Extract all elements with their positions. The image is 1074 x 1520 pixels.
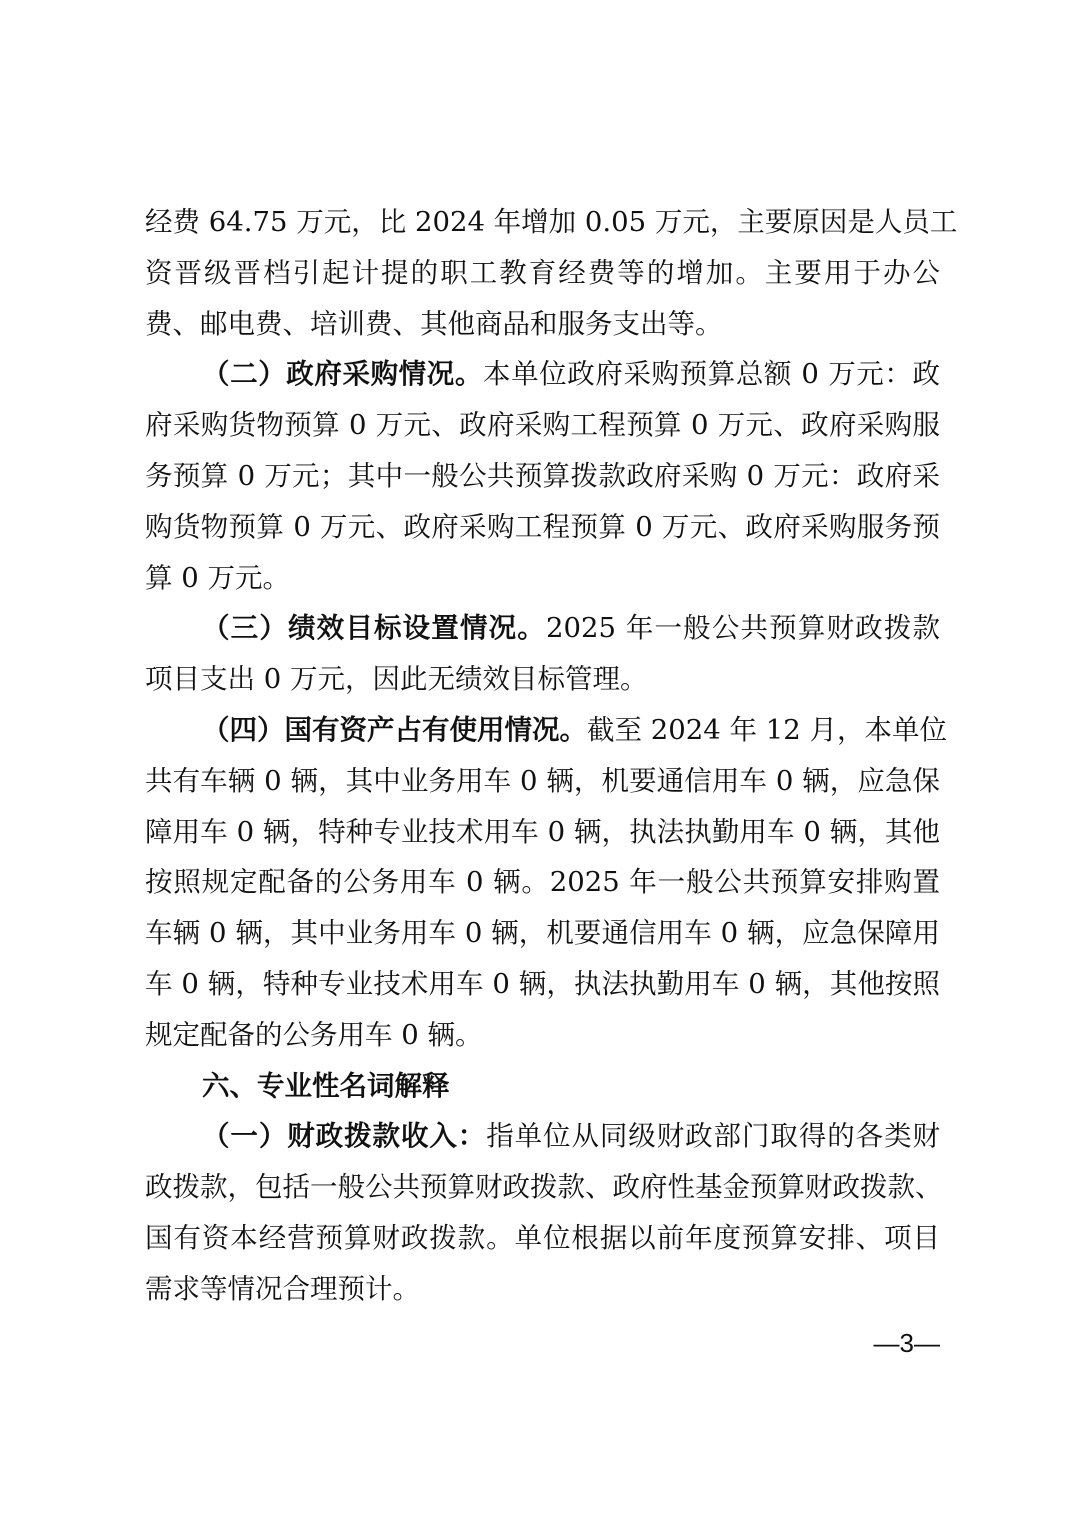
subsection-title: （二）政府采购情况。 (202, 358, 483, 391)
line-text: 需求等情况合理预计。 (145, 1272, 420, 1305)
text-line (145, 705, 947, 756)
page-number: —3— (873, 1328, 940, 1358)
subsection-title: （一）财政拨款收入： (202, 1120, 487, 1153)
text-line (145, 654, 940, 705)
line-text: 务预算 0 万元；其中一般公共预算拨款政府采购 0 万元：政府采 (145, 459, 940, 492)
subsection-title: （三）绩效目标设置情况。 (202, 612, 546, 645)
text-line (145, 1111, 940, 1162)
text-line (145, 1213, 940, 1264)
text-line (145, 908, 940, 959)
line-text: 费、邮电费、培训费、其他商品和服务支出等。 (145, 307, 723, 340)
text-line (145, 451, 940, 502)
line-text: 项目支出 0 万元，因此无绩效目标管理。 (145, 663, 648, 696)
line-text: 共有车辆 0 辆，其中业务用车 0 辆，机要通信用车 0 辆，应急保 (145, 764, 940, 797)
line-text: 算 0 万元。 (145, 561, 290, 594)
text-line (145, 959, 940, 1010)
line-text: 本单位政府采购预算总额 0 万元：政 (482, 358, 940, 391)
text-line (145, 857, 940, 908)
line-text: 政拨款，包括一般公共预算财政拨款、政府性基金预算财政拨款、 (145, 1171, 943, 1204)
line-text: 国有资本经营预算财政拨款。单位根据以前年度预算安排、项目 (145, 1221, 940, 1254)
line-text: 车 0 辆，特种专业技术用车 0 辆，执法执勤用车 0 辆，其他按照 (145, 967, 940, 1000)
text-line (145, 349, 940, 400)
line-text: 障用车 0 辆，特种专业技术用车 0 辆，执法执勤用车 0 辆，其他 (145, 815, 940, 848)
text-line (145, 248, 940, 299)
text-line (145, 299, 940, 350)
section-heading (145, 1061, 940, 1112)
line-text: 按照规定配备的公务用车 0 辆。2025 年一般公共预算安排购置 (145, 866, 940, 899)
text-line (145, 1162, 943, 1213)
line-text: 车辆 0 辆，其中业务用车 0 辆，机要通信用车 0 辆，应急保障用 (145, 917, 940, 950)
subsection-title: （四）国有资产占有使用情况。 (202, 713, 587, 746)
text-line (145, 502, 940, 553)
text-line (145, 1264, 940, 1315)
line-text: 府采购货物预算 0 万元、政府采购工程预算 0 万元、政府采购服 (145, 409, 940, 442)
document-body (145, 197, 958, 1315)
text-line (145, 756, 940, 807)
text-line (145, 400, 940, 451)
line-text: 经费 64.75 万元，比 2024 年增加 0.05 万元，主要原因是人员工 (145, 206, 958, 238)
line-text: 六、专业性名词解释 (202, 1069, 450, 1102)
text-line (145, 553, 940, 604)
line-text: 指单位从同级财政部门取得的各类财 (486, 1120, 941, 1153)
line-text: 截至 2024 年 12 月，本单位 (587, 713, 947, 746)
line-text: 2025 年一般公共预算财政拨款 (545, 612, 940, 645)
text-line (145, 197, 958, 248)
line-text: 资晋级晋档引起计提的职工教育经费等的增加。主要用于办公 (145, 256, 940, 289)
text-line (145, 807, 940, 858)
line-text: 规定配备的公务用车 0 辆。 (145, 1018, 483, 1051)
line-text: 购货物预算 0 万元、政府采购工程预算 0 万元、政府采购服务预 (145, 510, 940, 543)
text-line (145, 1010, 940, 1061)
text-line (145, 603, 940, 654)
